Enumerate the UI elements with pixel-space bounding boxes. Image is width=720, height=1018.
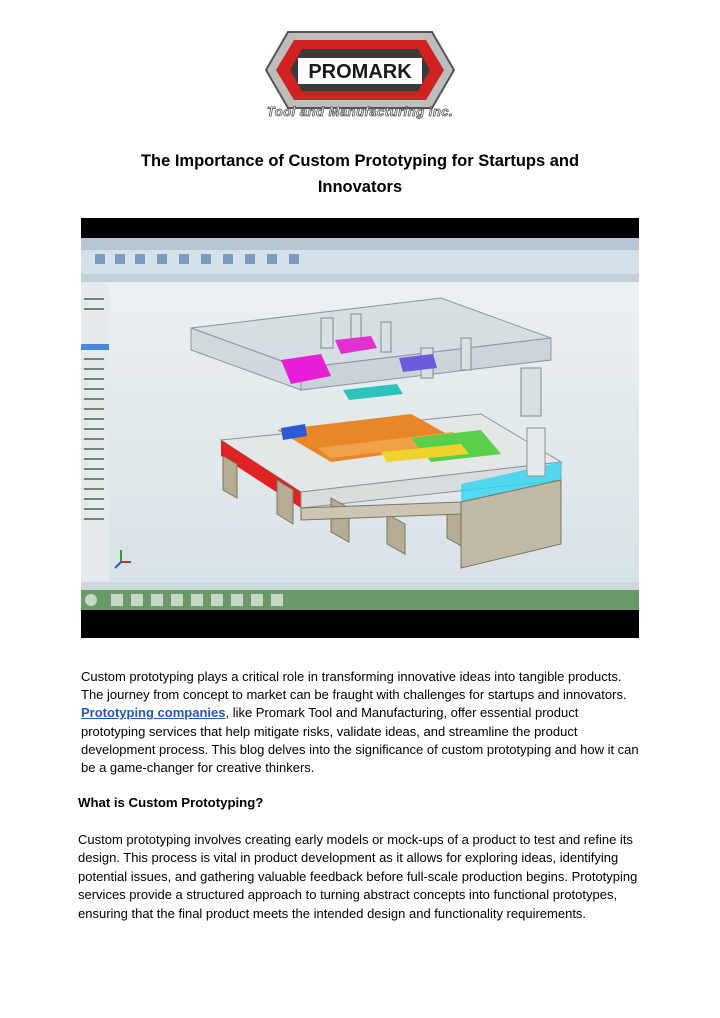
section-body: Custom prototyping involves creating early models or mock-ups of a product to test and refine its design. This process is vital in product development as it allows for exploring ideas, identifying potential issues, and gathering valuable feedback before full-scale production begins. Prototyping services provide a structured approach to turning abstract concepts into functional prototypes, ensuring that the final product meets the intended design and functionality requirements. — [78, 832, 638, 921]
prototyping-companies-link[interactable]: Prototyping companies — [81, 705, 226, 721]
logo-tagline: Tool and Manufacturing inc. — [266, 104, 454, 119]
section-heading: What is Custom Prototyping? — [78, 795, 264, 810]
intro-text-after: , like Promark Tool and Manufacturing, offer essential product prototyping services that help mitigate risks, validate ideas, and streamline the product development process. This blog delves into the significance of custom prototyping and how it can be a game-changer for creative thinkers. — [81, 705, 639, 776]
cad-screen-photo — [81, 218, 639, 638]
cad-mold-illustration — [81, 218, 639, 638]
intro-text-before: Custom prototyping plays a critical role in transforming innovative ideas into tangible products. The journey from concept to market can be fraught with challenges for startups and innovators. — [81, 669, 627, 703]
logo-brand-text: PROMARK — [308, 61, 412, 83]
page-title-line2: Innovators — [317, 178, 403, 196]
intro-paragraph — [81, 668, 641, 777]
page-title-line1: The Importance of Custom Prototyping for Startups and — [140, 152, 580, 170]
page-title — [100, 148, 620, 200]
